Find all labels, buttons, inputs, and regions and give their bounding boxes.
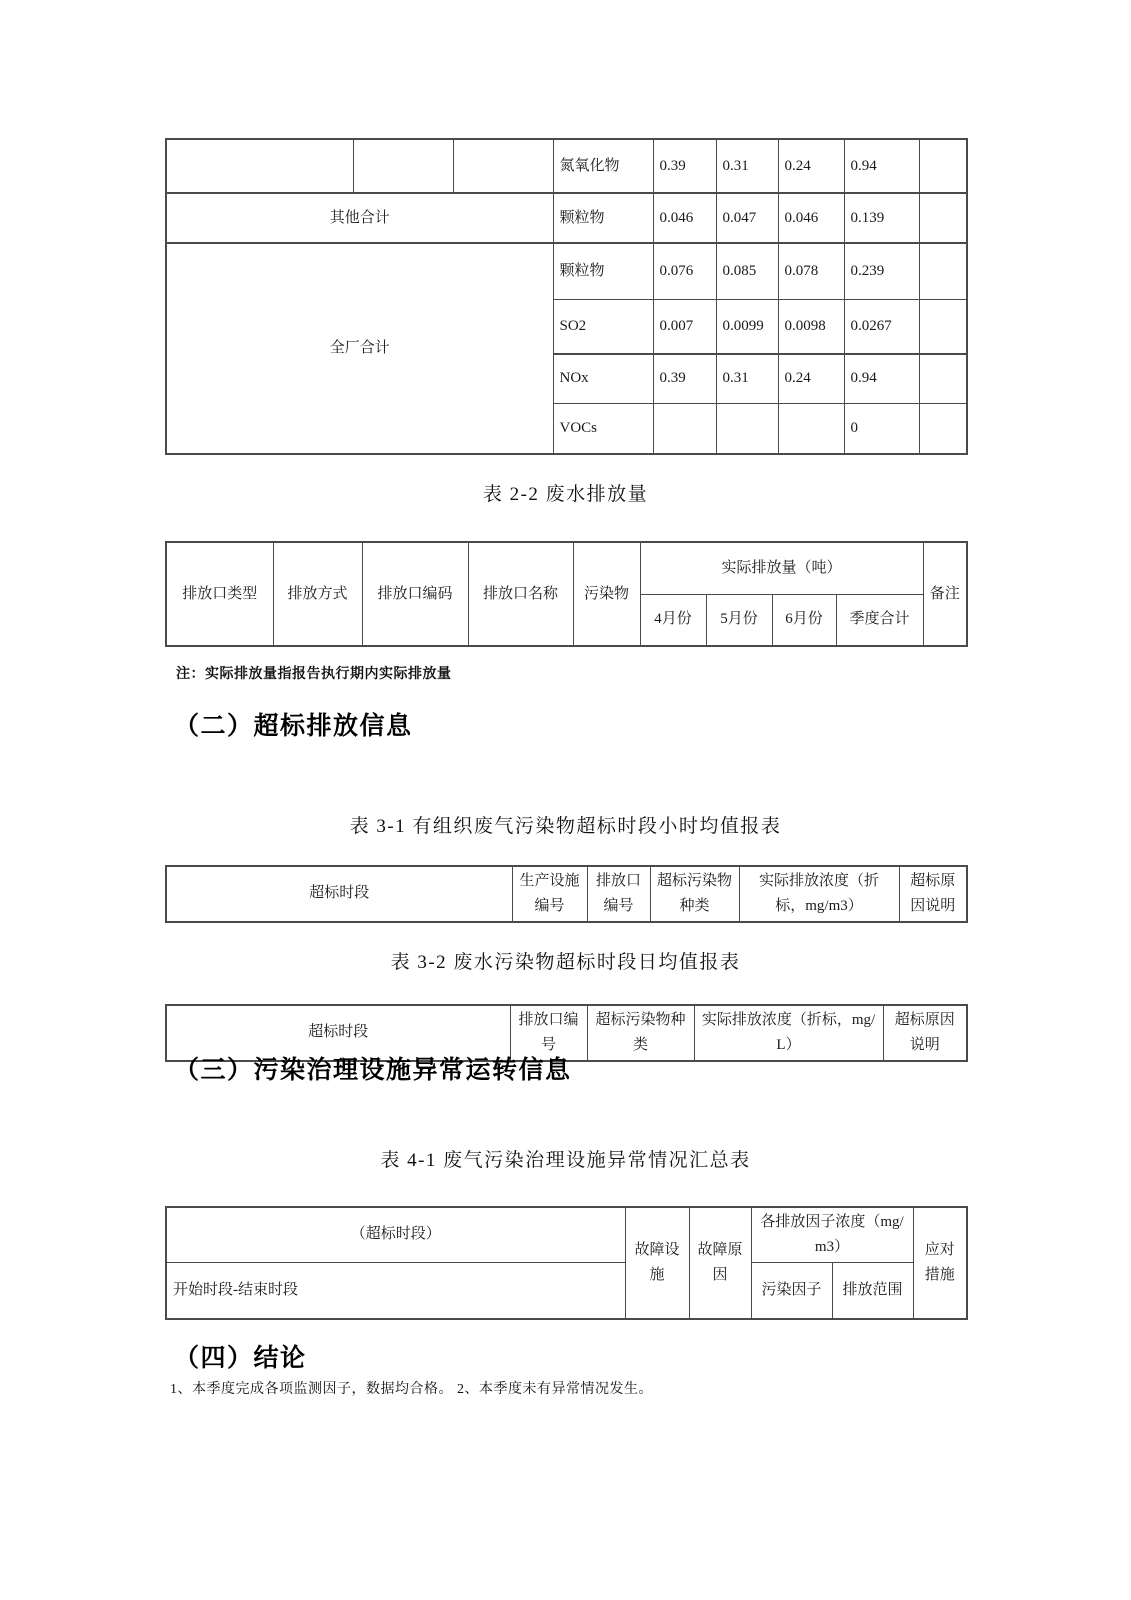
gas-exceedance-table [165,865,968,923]
table-row [166,139,967,193]
table-cell-empty [166,139,353,193]
value-cell-april: 0.007 [653,299,716,354]
table-3-2-title: 表 3-2 废水污染物超标时段日均值报表 [390,952,741,973]
value-cell-may: 0.0099 [716,299,778,354]
header-emission-range: 排放范围 [832,1262,913,1319]
remark-cell [919,139,967,193]
remark-cell [919,243,967,299]
value-cell-may: 0.31 [716,139,778,193]
section-3-heading: （三）污染治理设施异常运转信息 [174,1057,572,1084]
header-reason: 超标原因说明 [899,866,967,922]
value-cell-june: 0.0098 [778,299,844,354]
table-cell-empty [353,139,453,193]
value-cell-april: 0.076 [653,243,716,299]
header-exceedance-period: 超标时段 [166,1005,510,1061]
header-quarter-total: 季度合计 [836,594,923,646]
table-row [166,243,967,299]
value-cell-quarter: 0.239 [844,243,919,299]
plant-total-label-cell: 全厂合计 [166,243,553,454]
value-cell-quarter: 0.94 [844,354,919,403]
remark-cell [919,193,967,243]
header-outlet-name: 排放口名称 [468,542,573,646]
header-outlet-code: 排放口编码 [362,542,468,646]
value-cell-quarter: 0.139 [844,193,919,243]
value-cell-april: 0.046 [653,193,716,243]
header-actual-amount: 实际排放量（吨） [640,542,923,594]
table-row [166,193,967,243]
pollutant-cell: 氮氧化物 [553,139,653,193]
table-cell-empty [453,139,553,193]
value-cell-may: 0.085 [716,243,778,299]
header-pollutant-factor: 污染因子 [751,1262,832,1319]
value-cell-june [778,403,844,454]
value-cell-june: 0.078 [778,243,844,299]
header-fault-reason: 故障原因 [689,1207,751,1319]
header-pollutant-type: 超标污染物种类 [587,1005,694,1061]
pollutant-cell: 颗粒物 [553,193,653,243]
pollutant-cell: SO2 [553,299,653,354]
remark-cell [919,299,967,354]
header-actual-concentration: 实际排放浓度（折标，mg/m3） [739,866,899,922]
table-2-2-title: 表 2-2 废水排放量 [482,484,649,505]
header-june: 6月份 [772,594,836,646]
header-factor-concentration: 各排放因子浓度（mg/m3） [751,1207,913,1262]
header-april: 4月份 [640,594,706,646]
value-cell-april [653,403,716,454]
value-cell-may: 0.31 [716,354,778,403]
value-cell-may: 0.047 [716,193,778,243]
header-response-measures: 应对措施 [913,1207,967,1319]
section-4-heading: （四）结论 [174,1345,307,1372]
header-exceedance-period: （超标时段） [166,1207,625,1262]
value-cell-june: 0.24 [778,354,844,403]
value-cell-april: 0.39 [653,354,716,403]
section-2-heading: （二）超标排放信息 [174,713,413,740]
header-period-detail: 开始时段-结束时段 [166,1262,625,1319]
table-header-row [166,542,967,594]
header-facility-code: 生产设施编号 [512,866,587,922]
header-outlet-type: 排放口类型 [166,542,273,646]
header-discharge-mode: 排放方式 [273,542,362,646]
header-fault-facility: 故障设施 [625,1207,689,1319]
remark-cell [919,354,967,403]
pollutant-cell: 颗粒物 [553,243,653,299]
header-may: 5月份 [706,594,772,646]
header-exceedance-period: 超标时段 [166,866,512,922]
value-cell-quarter: 0.94 [844,139,919,193]
table-header-row [166,1262,967,1319]
header-remark: 备注 [923,542,967,646]
table-3-1-title: 表 3-1 有组织废气污染物超标时段小时均值报表 [349,816,782,837]
pollutant-cell: NOx [553,354,653,403]
table-4-1-title: 表 4-1 废气污染治理设施异常情况汇总表 [380,1150,751,1171]
pollutant-cell: VOCs [553,403,653,454]
gas-emission-totals-table [165,138,968,455]
remark-cell [919,403,967,454]
header-actual-concentration: 实际排放浓度（折标，mg/L） [694,1005,883,1061]
table-header-row [166,866,967,922]
other-total-label-cell: 其他合计 [166,193,553,243]
table-header-row [166,1207,967,1262]
conclusion-text: 1、本季度完成各项监测因子，数据均合格。 2、本季度未有异常情况发生。 [170,1382,653,1397]
value-cell-quarter: 0.0267 [844,299,919,354]
header-pollutant-type: 超标污染物种类 [650,866,739,922]
value-cell-june: 0.24 [778,139,844,193]
value-cell-may [716,403,778,454]
header-reason: 超标原因说明 [883,1005,967,1061]
value-cell-april: 0.39 [653,139,716,193]
header-outlet-code: 排放口编号 [587,866,650,922]
value-cell-june: 0.046 [778,193,844,243]
header-pollutant: 污染物 [573,542,640,646]
treatment-facility-abnormal-table [165,1206,968,1320]
table-note: 注：实际排放量指报告执行期内实际排放量 [176,667,452,682]
wastewater-emissions-table [165,541,968,647]
header-outlet-code: 排放口编号 [510,1005,587,1061]
value-cell-quarter: 0 [844,403,919,454]
